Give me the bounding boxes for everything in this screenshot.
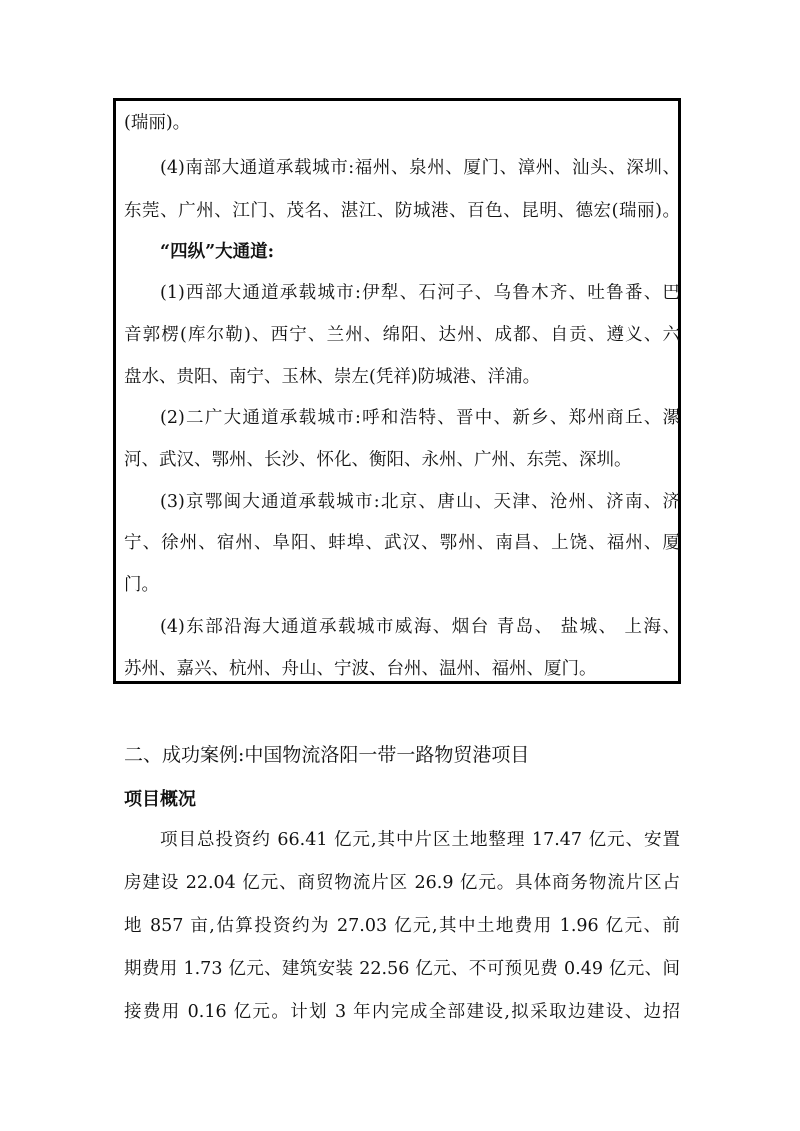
body-line-5: 接费用 0.16 亿元。计划 3 年内完成全部建设,拟采取边建设、边招 — [124, 1002, 680, 1022]
box-line-4: “四纵”大通道: — [160, 242, 275, 262]
box-line-5: (1)西部大通道承载城市:伊犁、石河子、乌鲁木齐、吐鲁番、巴 — [160, 283, 680, 303]
box-line-3: 东莞、广州、江门、茂名、湛江、防城港、百色、昆明、德宏(瑞丽)。 — [124, 201, 680, 221]
bordered-text-box — [113, 98, 681, 684]
section-subheading: 项目概况 — [124, 789, 196, 810]
box-line-11: 宁、徐州、宿州、阜阳、蚌埠、武汉、鄂州、南昌、上饶、福州、厦 — [124, 533, 680, 553]
body-line-2: 房建设 22.04 亿元、商贸物流片区 26.9 亿元。具体商务物流片区占 — [124, 873, 680, 893]
box-line-8: (2)二广大通道承载城市:呼和浩特、晋中、新乡、郑州商丘、漯 — [160, 408, 680, 428]
body-line-4: 期费用 1.73 亿元、建筑安装 22.56 亿元、不可预见费 0.49 亿元、间 — [124, 959, 680, 979]
box-line-9: 河、武汉、鄂州、长沙、怀化、衡阳、永州、广州、东莞、深圳。 — [124, 450, 632, 470]
section-heading: 二、成功案例:中国物流洛阳一带一路物贸港项目 — [124, 744, 530, 766]
body-line-1: 项目总投资约 66.41 亿元,其中片区土地整理 17.47 亿元、安置 — [160, 830, 680, 850]
box-line-6: 音郭楞(库尔勒)、西宁、兰州、绵阳、达州、成都、自贡、遵义、六 — [124, 325, 680, 345]
box-line-7: 盘水、贵阳、南宁、玉林、崇左(凭祥)防城港、洋浦。 — [124, 367, 541, 387]
box-line-14: 苏州、嘉兴、杭州、舟山、宁波、台州、温州、福州、厦门。 — [124, 659, 597, 679]
box-line-12: 门。 — [124, 575, 159, 595]
box-line-13: (4)东部沿海大通道承载城市威海、烟台 青岛、 盐城、 上海、 — [160, 617, 680, 637]
box-line-2: (4)南部大通道承载城市:福州、泉州、厦门、漳州、汕头、深圳、 — [160, 158, 680, 178]
box-line-10: (3)京鄂闽大通道承载城市:北京、唐山、天津、沧州、济南、济 — [160, 492, 680, 512]
box-line-1: (瑞丽)。 — [124, 113, 191, 133]
body-line-3: 地 857 亩,估算投资约为 27.03 亿元,其中土地费用 1.96 亿元、前 — [124, 916, 680, 936]
